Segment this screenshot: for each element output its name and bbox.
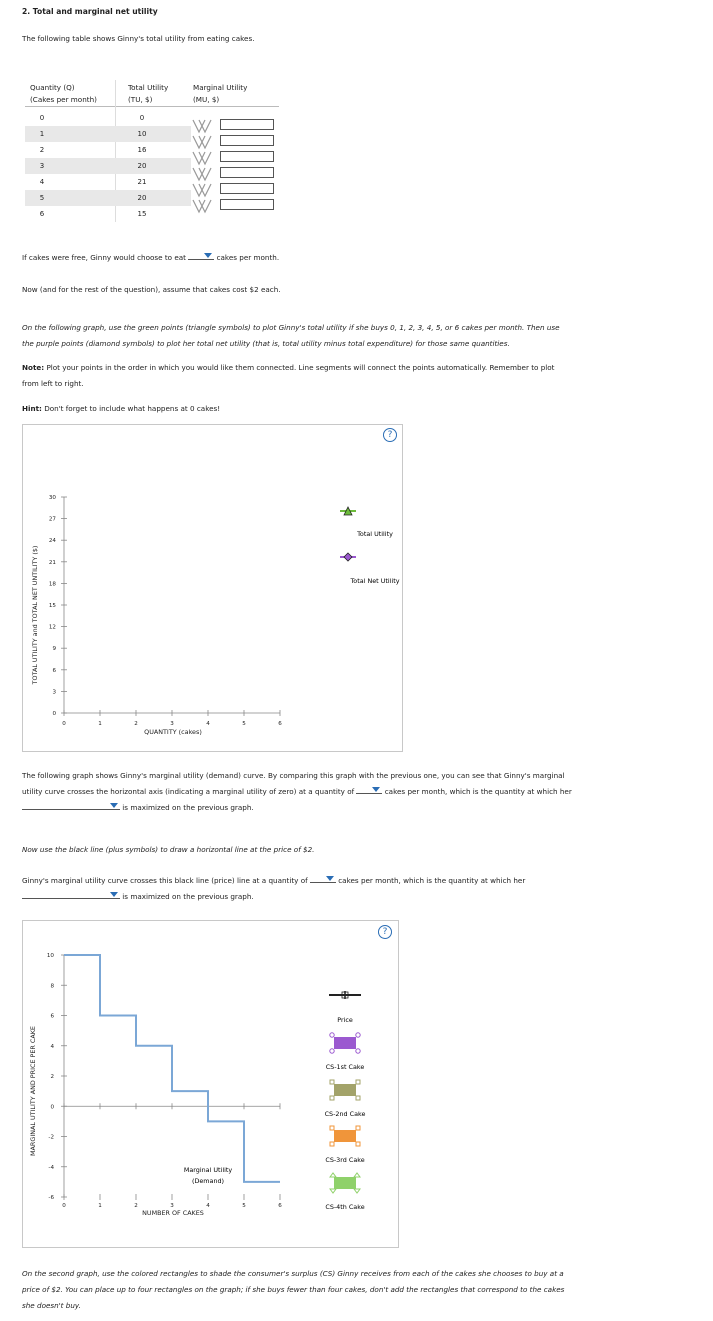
svg-text:Price: Price [337, 1016, 353, 1024]
graph1-instructions: On the following graph, use the green points (triangle symbols) to plot Ginny's total utility if she buys 0, 1, 2, 3, 4, 5, or 6 cakes per month. Then use the purple points (diamond symbols) to plot her total net utility (that is, total utility minus total expenditure) for those same quantities. [22, 323, 560, 348]
graph2-ytick-label: -2 [48, 1134, 54, 1141]
table-row: 1 10 [25, 126, 191, 142]
graph2-ytick-label: 0 [50, 1104, 54, 1111]
graph1-ytick-label: 12 [48, 624, 56, 631]
graph1-ytick-label: 9 [52, 646, 56, 653]
svg-text:CS-4th Cake: CS-4th Cake [325, 1203, 365, 1211]
curve-label-sub: (Demand) [191, 1177, 225, 1185]
graph1-xtick-label: 4 [206, 721, 210, 727]
mu-crossing-paragraph: The following graph shows Ginny's marginal utility (demand) curve. By comparing this graph with the previous one, you can see that Ginny's marginal utility curve crosses the horizontal axis (indicating a marginal utility of zero) at a quantity of cakes per month, which is the quantity at which her is maximized on the previous graph. [22, 771, 572, 812]
consumer-surplus-instructions: On the second graph, use the colored rectangles to shade the consumer's surplus (CS) Ginny receives from each of the cakes she chooses to buy at a price of $2. You can place up to four rectangles on the graph; if she buys fewer than four cakes, don't add the rectangles that correspond to the cakes she doesn't buy. [22, 1269, 565, 1310]
black-line-instruction: Now use the black line (plus symbols) to draw a horizontal line at the price of $2. [22, 845, 315, 854]
page-title: 2. Total and marginal net utility [22, 7, 158, 16]
legend-price[interactable] [329, 991, 361, 1024]
col-tu-header: Total Utility [128, 83, 169, 92]
price-crossing-paragraph: Ginny's marginal utility curve crosses this black line (price) line at a quantity of cakes per month, which is the quantity at which her is maximized on the previous graph. [22, 876, 526, 901]
legend-total-utility[interactable] [340, 507, 393, 538]
note-text: Note: Plot your points in the order in which you would like them connected. Line segments will connect the points automatically. Remember to plot from left to right. [22, 363, 555, 388]
mu-input-5[interactable] [220, 183, 274, 194]
legend-cs-1st-cake[interactable] [326, 1033, 365, 1071]
mu-input-4[interactable] [220, 167, 274, 178]
legend-cs-3rd-cake[interactable] [325, 1126, 364, 1164]
graph1-xtick-label: 2 [134, 721, 138, 727]
graph1-xtick-label: 6 [278, 721, 282, 727]
graph1-ytick-label: 3 [52, 689, 56, 696]
help-icon[interactable]: ? [383, 428, 397, 442]
col-mu-sub: (MU, $) [193, 95, 220, 104]
maximized-measure-dropdown-1[interactable] [22, 801, 120, 810]
graph2-xtick-label: 5 [242, 1203, 246, 1209]
graph1-xtick-label: 1 [98, 721, 102, 727]
row-connector-chevrons [191, 118, 215, 214]
free-quantity-dropdown[interactable] [188, 251, 214, 260]
graph1-ytick-label: 6 [52, 667, 56, 674]
table-row: 4 21 [39, 178, 147, 186]
table-row: 6 15 [39, 210, 147, 218]
svg-text:CS-2nd Cake: CS-2nd Cake [324, 1110, 366, 1118]
graph2-xtick-label: 0 [62, 1203, 66, 1209]
mu-input-2[interactable] [220, 135, 274, 146]
total-utility-graph[interactable] [23, 425, 404, 753]
graph2-xtick-label: 2 [134, 1203, 138, 1209]
mu-input-6[interactable] [220, 199, 274, 210]
svg-text:Total Net Utility: Total Net Utility [350, 577, 400, 585]
graph1-ylabel: TOTAL UTILITY and TOTAL NET UNTILITY ($) [31, 545, 39, 685]
svg-text:Total Utility: Total Utility [357, 530, 393, 538]
free-cakes-sentence: If cakes were free, Ginny would choose to eat cakes per month. [22, 253, 280, 262]
table-row: 5 20 [25, 190, 191, 206]
hint-text: Hint: Don't forget to include what happens at 0 cakes! [22, 404, 221, 413]
graph2-xtick-label: 4 [206, 1203, 210, 1209]
graph2-xlabel: NUMBER OF CAKES [142, 1209, 204, 1217]
graph1-ytick-label: 24 [48, 538, 56, 545]
price-assumption: Now (and for the rest of the question), assume that cakes cost $2 each. [22, 285, 281, 294]
graph1-ytick-label: 27 [48, 516, 56, 523]
graph2-ytick-label: 4 [50, 1043, 54, 1050]
zero-mu-quantity-dropdown[interactable] [356, 785, 382, 794]
graph1-xtick-label: 5 [242, 721, 246, 727]
graph2-ylabel: MARGINAL UTILITY AND PRICE PER CAKE [29, 1026, 37, 1156]
intro-text: The following table shows Ginny's total utility from eating cakes. [22, 34, 255, 43]
graph2-ytick-label: 10 [46, 953, 54, 959]
graph2-ytick-label: 8 [50, 983, 54, 990]
graph2-ytick-label: -4 [48, 1164, 54, 1171]
graph2-ytick-label: 2 [50, 1074, 54, 1080]
graph1-ytick-label: 0 [52, 711, 56, 717]
total-utility-graph-panel[interactable] [22, 424, 403, 752]
table-row: 2 16 [39, 146, 147, 154]
mu-input-1[interactable] [220, 119, 274, 130]
table-row: 0 0 [39, 114, 145, 122]
price-quantity-dropdown[interactable] [310, 874, 336, 883]
maximized-measure-dropdown-2[interactable] [22, 890, 120, 899]
marginal-utility-graph-panel[interactable] [22, 920, 399, 1248]
graph2-ytick-label: -6 [48, 1195, 54, 1201]
marginal-utility-curve[interactable] [64, 955, 280, 1182]
graph1-xtick-label: 0 [62, 721, 66, 727]
marginal-utility-graph[interactable] [23, 921, 400, 1249]
legend-cs-2nd-cake[interactable] [325, 1080, 366, 1118]
graph1-xtick-label: 3 [170, 721, 174, 727]
curve-label: Marginal Utility [183, 1166, 233, 1174]
graph1-ytick-label: 30 [48, 495, 56, 501]
col-q-header: Quantity (Q) [30, 83, 75, 92]
graph1-ytick-label: 15 [48, 603, 56, 609]
mu-input-3[interactable] [220, 151, 274, 162]
legend-total-net-utility[interactable] [340, 553, 400, 585]
graph1-ytick-label: 21 [48, 559, 56, 566]
graph1-xlabel: QUANTITY (cakes) [144, 728, 202, 736]
graph1-axes [49, 495, 282, 727]
graph2-xtick-label: 3 [170, 1203, 174, 1209]
svg-text:CS-1st Cake: CS-1st Cake [325, 1063, 365, 1071]
col-q-sub: (Cakes per month) [30, 95, 97, 104]
graph1-ytick-label: 18 [48, 581, 56, 588]
svg-text:CS-3rd Cake: CS-3rd Cake [325, 1156, 365, 1164]
table-row: 3 20 [25, 158, 191, 174]
utility-table [25, 80, 279, 222]
col-tu-sub: (TU, $) [128, 95, 153, 104]
graph2-xtick-label: 1 [98, 1203, 102, 1209]
graph2-ytick-label: 6 [50, 1013, 54, 1020]
graph2-xtick-label: 6 [278, 1203, 282, 1209]
col-mu-header: Marginal Utility [193, 83, 248, 92]
help-icon[interactable]: ? [378, 925, 392, 939]
legend-cs-4th-cake[interactable] [325, 1173, 364, 1211]
graph2-axes [47, 953, 282, 1209]
